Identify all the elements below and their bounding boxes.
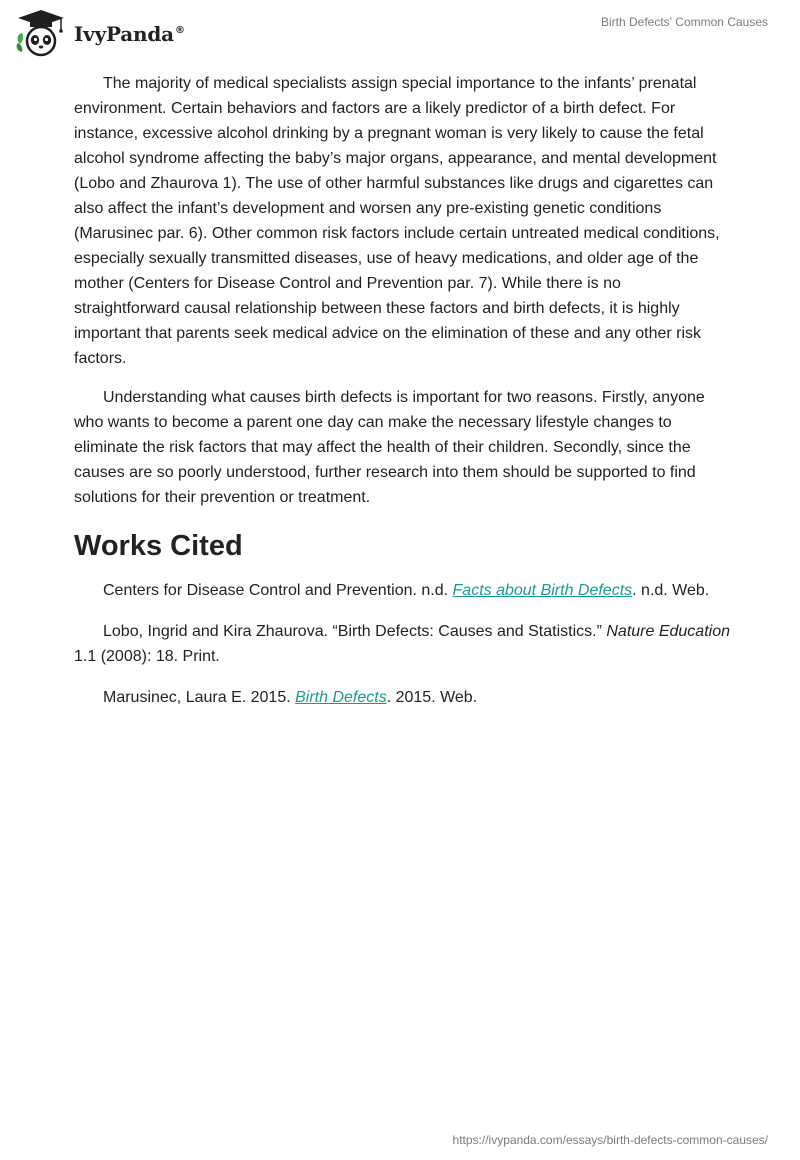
- page-header: [0, 0, 800, 64]
- ivypanda-logo[interactable]: [14, 8, 185, 58]
- citation-text: . n.d. Web.: [632, 582, 710, 599]
- citation-entry: [74, 578, 730, 603]
- citation-text: Marusinec, Laura E. 2015.: [103, 689, 296, 706]
- works-cited-heading: Works Cited: [74, 530, 243, 562]
- essay-content: [74, 71, 730, 726]
- document-title: Birth Defects' Common Causes: [600, 15, 768, 29]
- logo-wordmark: IvyPanda®: [74, 22, 185, 46]
- body-paragraph: Understanding what causes birth defects is important for two reasons. Firstly, anyone who wants to become a parent one day can make the necessary lifestyle changes to eliminate the risk factors that may affect the health of their children. Secondly, since the causes are so poorly understood, further research into them should be supported to find solutions for their prevention or treatment.: [74, 389, 705, 506]
- citation-journal: Nature Education: [606, 623, 730, 640]
- citation-text: 1.1 (2008): 18. Print.: [74, 648, 220, 665]
- citation-entry: [74, 685, 730, 710]
- citation-link[interactable]: Birth Defects: [295, 689, 387, 706]
- body-paragraph: The majority of medical specialists assign special importance to the infants’ prenatal environment. Certain behaviors and factors are a likely predictor of a birth defect. For instance, excessive alcohol drinking by a pregnant woman is very likely to cause the fetal alcohol syndrome affecting the baby’s major organs, appearance, and mental development (Lobo and Zhaurova 1). The use of other harmful substances like drugs and cigarettes can also affect the infant’s development and worsen any pre-existing genetic conditions (Marusinec par. 6). Other common risk factors include certain untreated medical conditions, especially sexually transmitted diseases, use of heavy medications, and older age of the mother (Centers for Disease Control and Prevention par. 7). While there is no straightforward causal relationship between these factors and birth defects, it is highly important that parents seek medical advice on the elimination of these and any other risk factors.: [74, 75, 720, 367]
- citation-text: Centers for Disease Control and Prevention. n.d.: [103, 582, 453, 599]
- citation-entry: [74, 619, 730, 669]
- citation-link[interactable]: Facts about Birth Defects: [452, 582, 633, 599]
- panda-logo-icon: [14, 8, 68, 58]
- source-url[interactable]: https://ivypanda.com/essays/birth-defects-common-causes/: [452, 1133, 768, 1147]
- citation-text: . 2015. Web.: [386, 689, 478, 706]
- citation-text: Lobo, Ingrid and Kira Zhaurova. “Birth Defects: Causes and Statistics.”: [103, 623, 607, 640]
